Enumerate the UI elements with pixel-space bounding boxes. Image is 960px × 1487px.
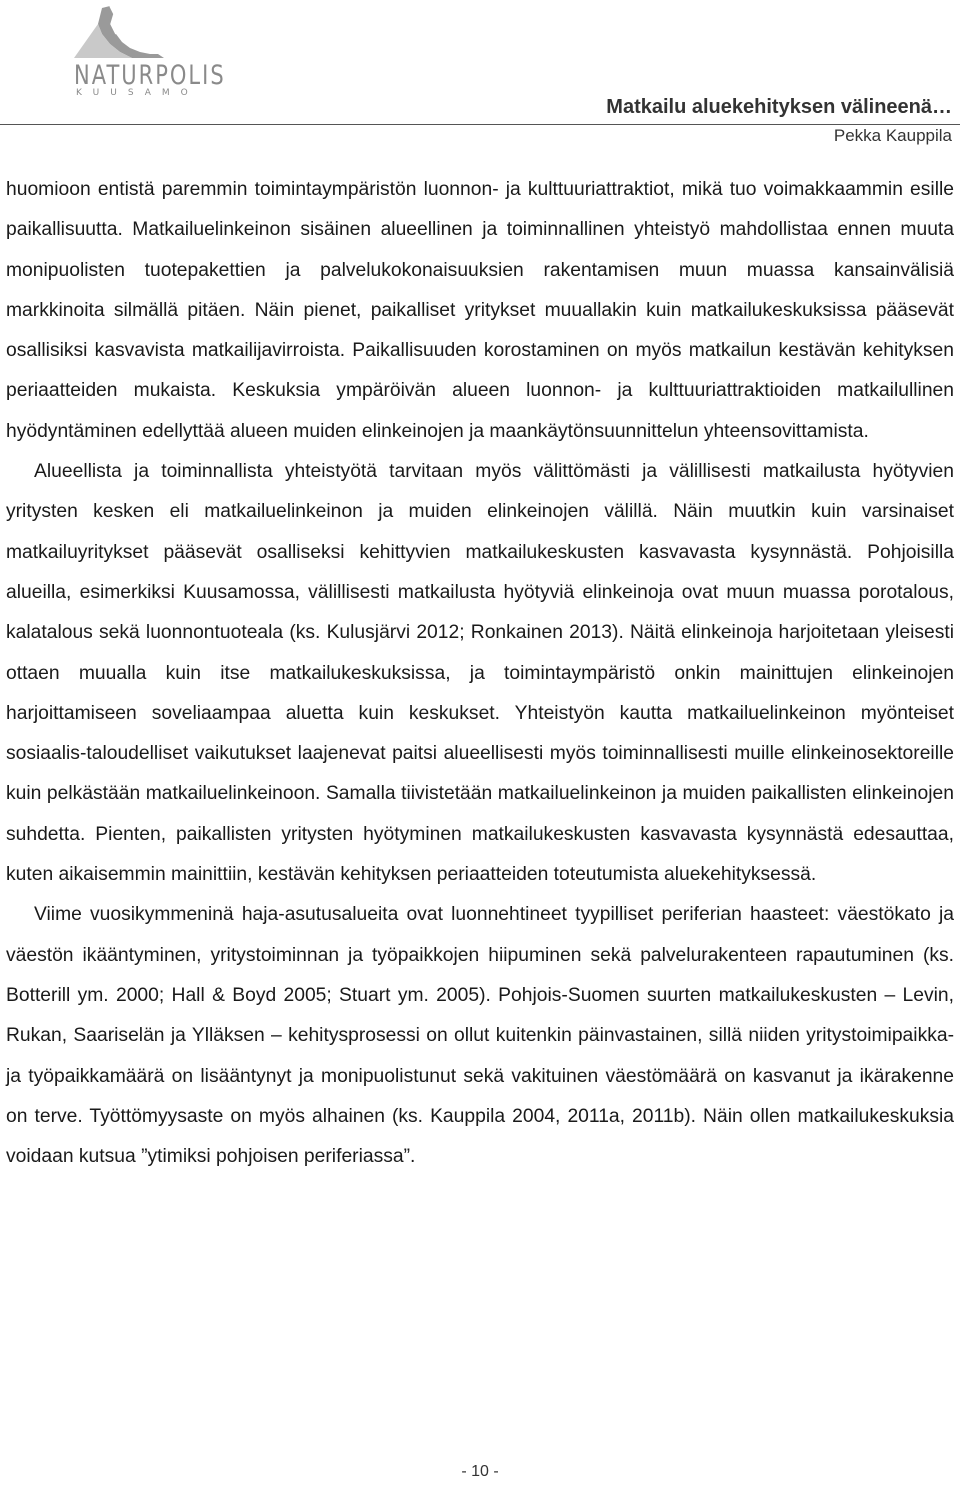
paragraph-2: Alueellista ja toiminnallista yhteistyötä tarvitaan myös välittömästi ja välillisesti matkailusta hyötyvien yritysten kesken eli matkailuelinkeinon ja muiden elinkeinojen välillä. Näin muutkin kuin varsinaiset matkailuyritykset pääsevät osalliseksi kehittyvien matkailukeskusten kasvavasta kysynnästä. Pohjoisilla alueilla, esimerkiksi Kuusamossa, välillisesti matkailusta hyötyviä elinkeinoja ovat muun muassa porotalous, kalatalous sekä luonnontuoteala (ks. Kulusjärvi 2012; Ronkainen 2013). Näitä elinkeinoja harjoitetaan yleisesti ottaen muualla kuin itse matkailukeskuksissa, ja toimintaympäristö onkin mainittujen elinkeinojen harjoittamiseen soveliaampaa aluetta kuin keskukset. Yhteistyön kautta matkailuelinkeinon myönteiset sosiaalis-taloudelliset vaikutukset laajenevat paitsi alueellisesti myös toiminnallisesti muille elinkeinosektoreille kuin pelkästään matkailuelinkeinoon. Samalla tiivistetään matkailuelinkeinon ja muiden paikallisten elinkeinojen suhdetta. Pienten, paikallisten yritysten hyötyminen matkailukeskusten kasvavasta kysynnästä edesauttaa, kuten aikaisemmin mainittiin, kestävän kehityksen periaatteiden toteutumista aluekehityksessä.: [6, 461, 954, 886]
paragraph-1: huomioon entistä paremmin toimintaympäristön luonnon- ja kulttuuriattraktiot, mikä tuo voimakkaammin esille paikallisuutta. Matkailuelinkeinon sisäinen alueellinen ja toiminnallinen yhteistyö mahdollistaa ennen muuta monipuolisten tuotepakettien ja palvelukokonaisuuksien rakentamisen muun muassa kansainvälisiä markkinoita silmällä pitäen. Näin pienet, paikalliset yritykset muuallakin kuin matkailukeskuksissa pääsevät osallisiksi kasvavista matkailijavirroista. Paikallisuuden korostaminen on myös matkailun kestävän kehityksen periaatteiden mukaista. Keskuksia ympäröivän alueen luonnon- ja kulttuuriattraktioiden matkailullinen hyödyntäminen edellyttää alueen muiden elinkeinojen ja maankäytönsuunnittelun yhteensovittamista.: [6, 179, 954, 442]
running-header-author: Pekka Kauppila: [833, 126, 952, 145]
logo-name: NATURPOLIS: [74, 60, 226, 90]
header-divider: [0, 124, 960, 125]
logo-subtitle: KUUSAMO: [76, 88, 199, 98]
running-header-title: Matkailu aluekehityksen välineenä…: [606, 96, 952, 118]
naturpolis-logo: [14, 4, 226, 104]
body-text: [6, 170, 954, 1177]
paragraph-3: Viime vuosikymmeninä haja-asutusalueita ovat luonnehtineet tyypilliset periferian haasteet: väestökato ja väestön ikääntyminen, yritystoiminnan ja työpaikkojen hiipuminen sekä palvelurakenteen rapautuminen (ks. Botterill ym. 2000; Hall & Boyd 2005; Stuart ym. 2005). Pohjois-Suomen suurten matkailukeskusten – Levin, Rukan, Saariselän ja Ylläksen – kehitysprosessi on ollut kuitenkin päinvastainen, sillä niiden yritystoimipaikka- ja työpaikkamäärä on lisääntynyt ja monipuolistunut sekä vakituinen väestömäärä on kasvanut ja ikärakenne on terve. Työttömyysaste on myös alhainen (ks. Kauppila 2004, 2011a, 2011b). Näin ollen matkailukeskuksia voidaan kutsua ”ytimiksi pohjoisen periferiassa”.: [6, 904, 954, 1168]
page-number: - 10 -: [461, 1463, 499, 1480]
